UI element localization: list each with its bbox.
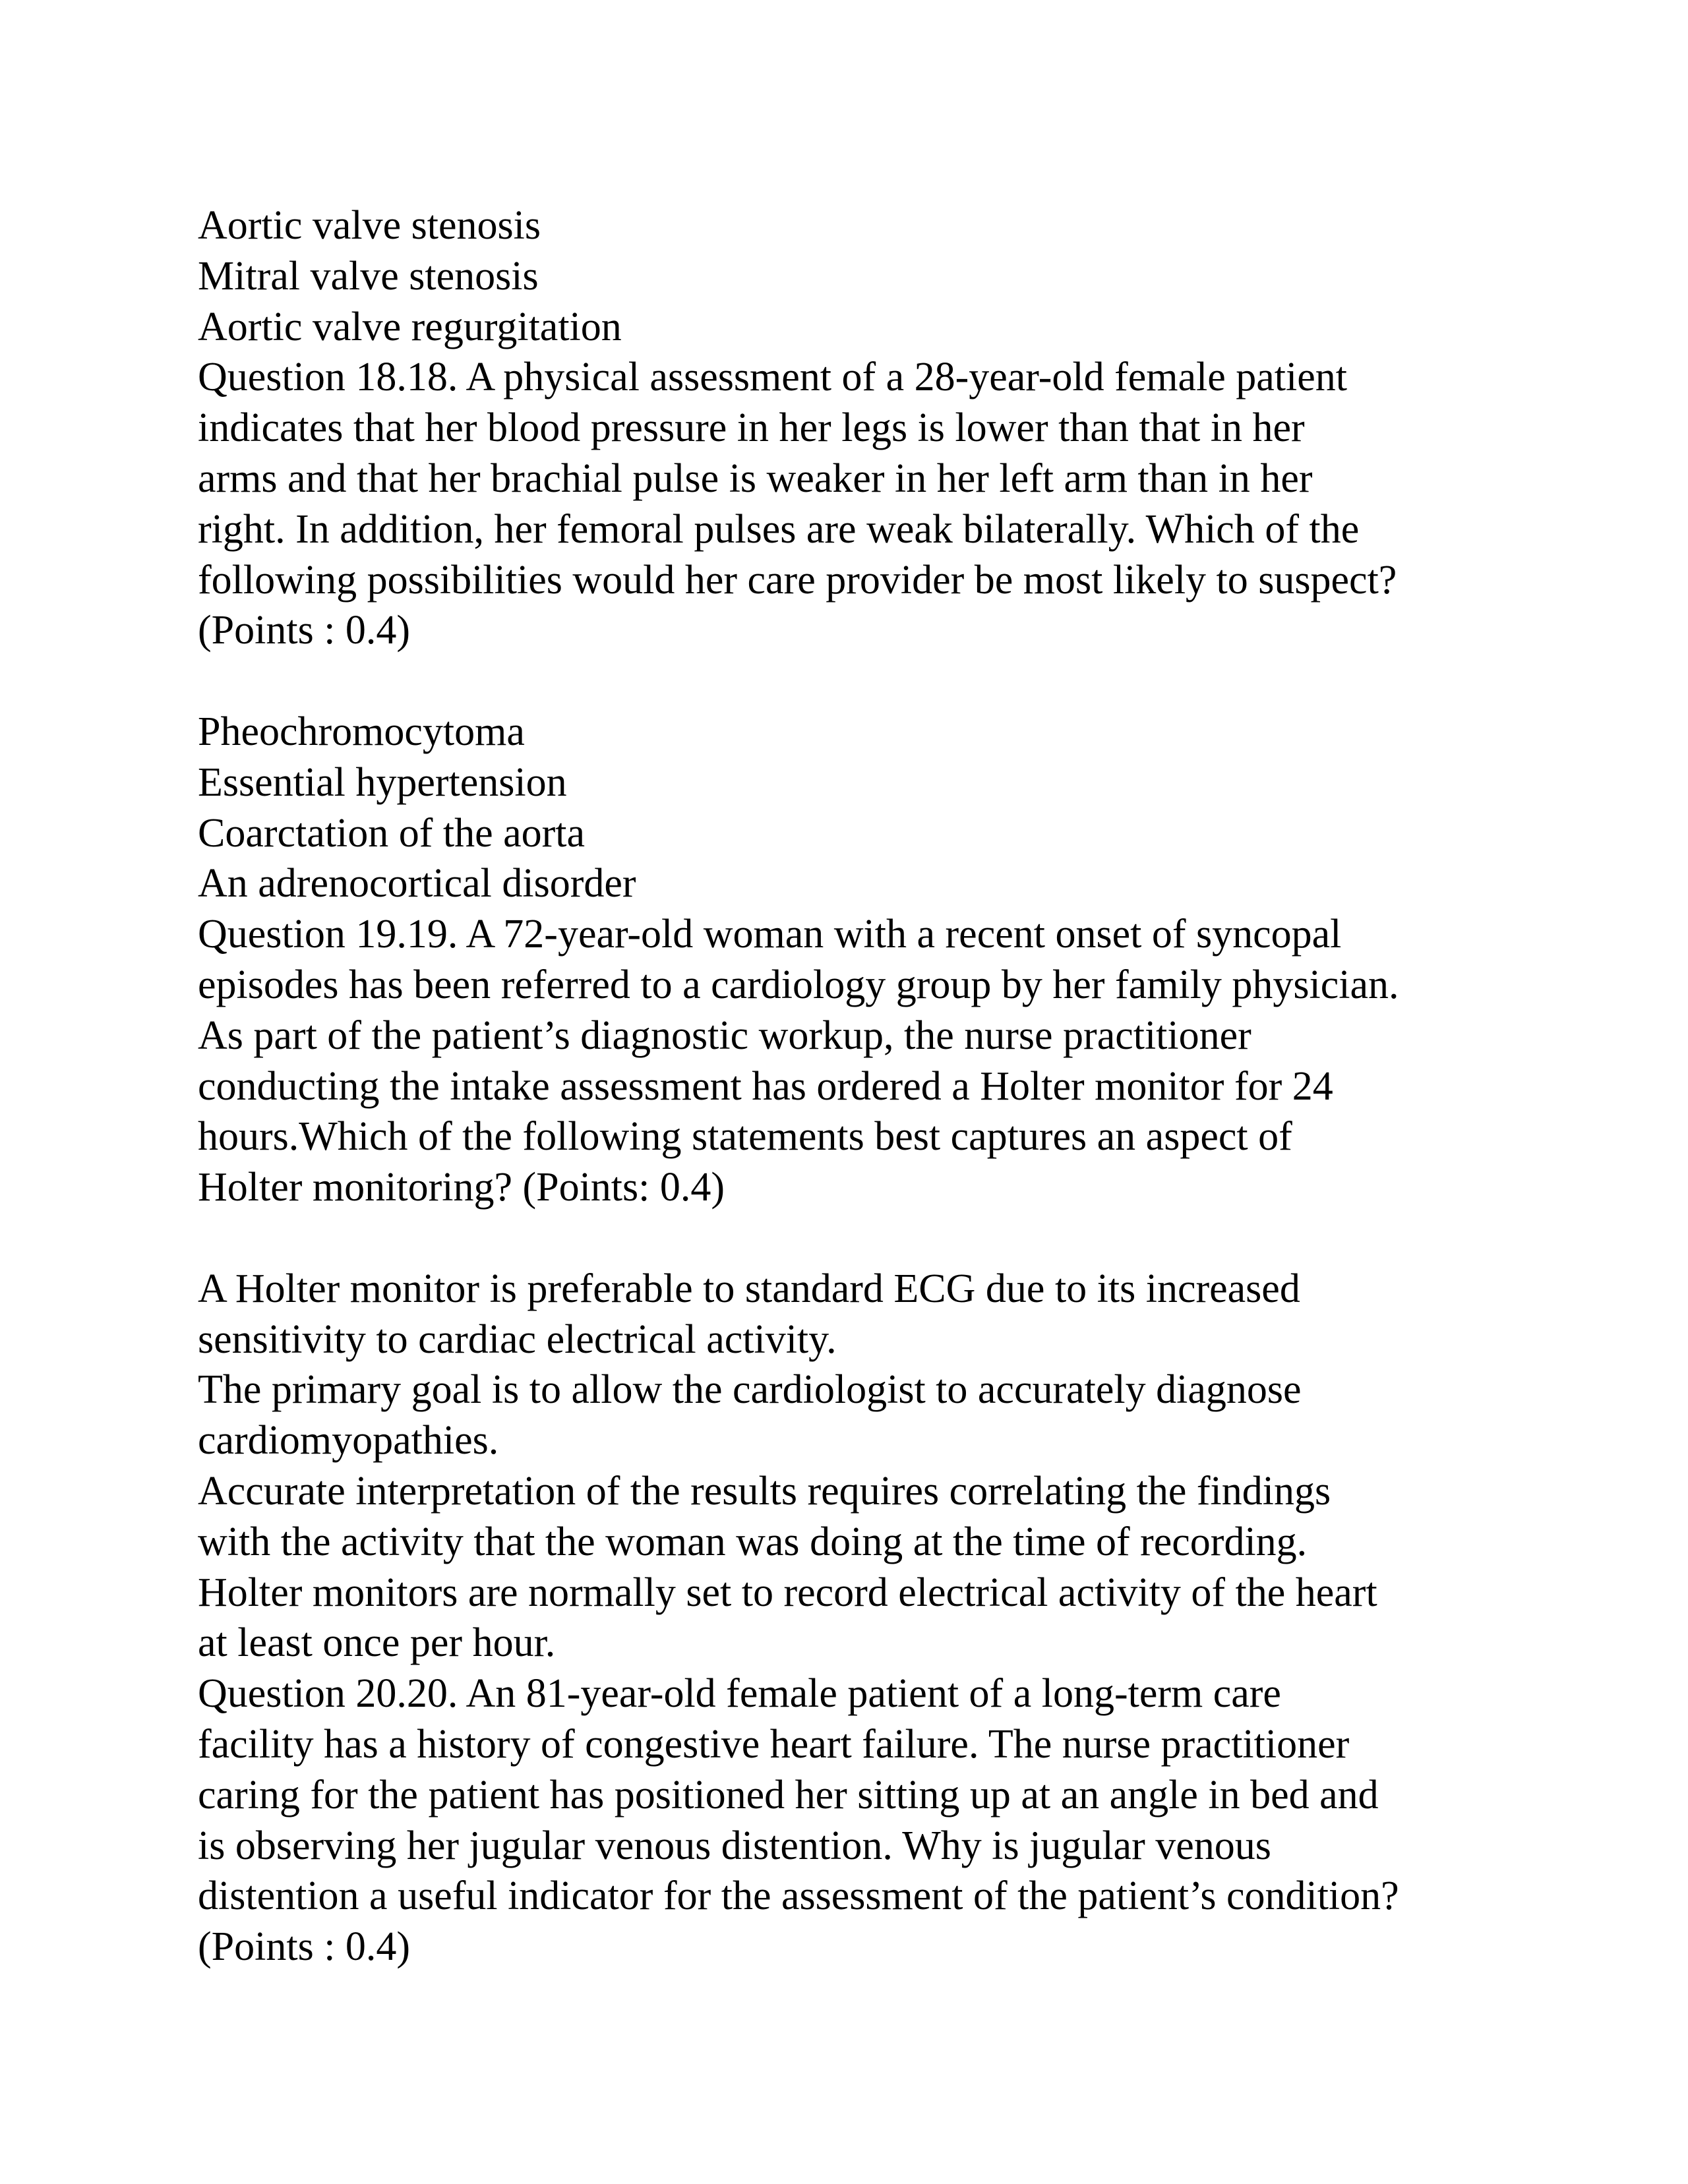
question-text-line: Question 20.20. An 81-year-old female patient of a long-term care: [198, 1671, 1281, 1717]
answer-option: Aortic valve stenosis: [198, 203, 541, 248]
question-points: (Points : 0.4): [198, 608, 411, 653]
question-text-line: Question 19.19. A 72-year-old woman with a recent onset of syncopal: [198, 912, 1342, 957]
answer-option: Essential hypertension: [198, 759, 567, 805]
answer-option-line: Holter monitors are normally set to record electrical activity of the heart: [198, 1570, 1377, 1615]
question-19: [198, 909, 1569, 1213]
question-text-line: caring for the patient has positioned her sitting up at an angle in bed and: [198, 1772, 1379, 1817]
question-text-line: As part of the patient’s diagnostic workup, the nurse practitioner: [198, 1013, 1251, 1058]
answer-option: An adrenocortical disorder: [198, 861, 636, 906]
question-text-line: distention a useful indicator for the assessment of the patient’s condition?: [198, 1874, 1399, 1919]
q19-options: [198, 1264, 1569, 1668]
answer-option-line: The primary goal is to allow the cardiologist to accurately diagnose: [198, 1367, 1302, 1413]
question-text-line: is observing her jugular venous distention. Why is jugular venous: [198, 1823, 1271, 1868]
question-text-line: hours.Which of the following statements best captures an aspect of: [198, 1114, 1292, 1160]
answer-option-line: with the activity that the woman was doing at the time of recording.: [198, 1519, 1308, 1564]
paragraph-gap: [198, 1213, 1569, 1264]
question-18: [198, 352, 1569, 656]
question-text-line: following possibilities would her care provider be most likely to suspect?: [198, 557, 1397, 603]
answer-option: [198, 1365, 1569, 1466]
answer-option-line: cardiomyopathies.: [198, 1418, 499, 1463]
document-page: [198, 200, 1569, 1972]
question-text-line: conducting the intake assessment has ordered a Holter monitor for 24: [198, 1063, 1333, 1109]
answer-option-line: at least once per hour.: [198, 1620, 556, 1666]
q18-options: [198, 707, 1569, 909]
q17-options: [198, 200, 1569, 352]
question-text-line: facility has a history of congestive heart failure. The nurse practitioner: [198, 1721, 1350, 1767]
question-text-line: indicates that her blood pressure in her legs is lower than that in her: [198, 405, 1305, 451]
question-text-line: arms and that her brachial pulse is weaker in her left arm than in her: [198, 456, 1313, 501]
answer-option: Mitral valve stenosis: [198, 253, 539, 299]
answer-option: Pheochromocytoma: [198, 709, 525, 754]
question-points: (Points : 0.4): [198, 1924, 411, 1970]
paragraph-gap: [198, 656, 1569, 707]
answer-option: [198, 1466, 1569, 1568]
question-text-line: episodes has been referred to a cardiology group by her family physician.: [198, 962, 1399, 1007]
answer-option-line: sensitivity to cardiac electrical activity.: [198, 1316, 837, 1362]
question-text-line: Question 18.18. A physical assessment of a 28-year-old female patient: [198, 355, 1347, 400]
question-text-line: right. In addition, her femoral pulses are weak bilaterally. Which of the: [198, 506, 1360, 552]
question-points: Holter monitoring? (Points: 0.4): [198, 1165, 725, 1210]
question-20: [198, 1668, 1569, 1972]
answer-option: [198, 1568, 1569, 1669]
answer-option-line: A Holter monitor is preferable to standard ECG due to its increased: [198, 1266, 1300, 1311]
answer-option-line: Accurate interpretation of the results requires correlating the findings: [198, 1468, 1331, 1514]
answer-option: [198, 1264, 1569, 1365]
answer-option: Aortic valve regurgitation: [198, 304, 622, 349]
answer-option: Coarctation of the aorta: [198, 810, 586, 856]
